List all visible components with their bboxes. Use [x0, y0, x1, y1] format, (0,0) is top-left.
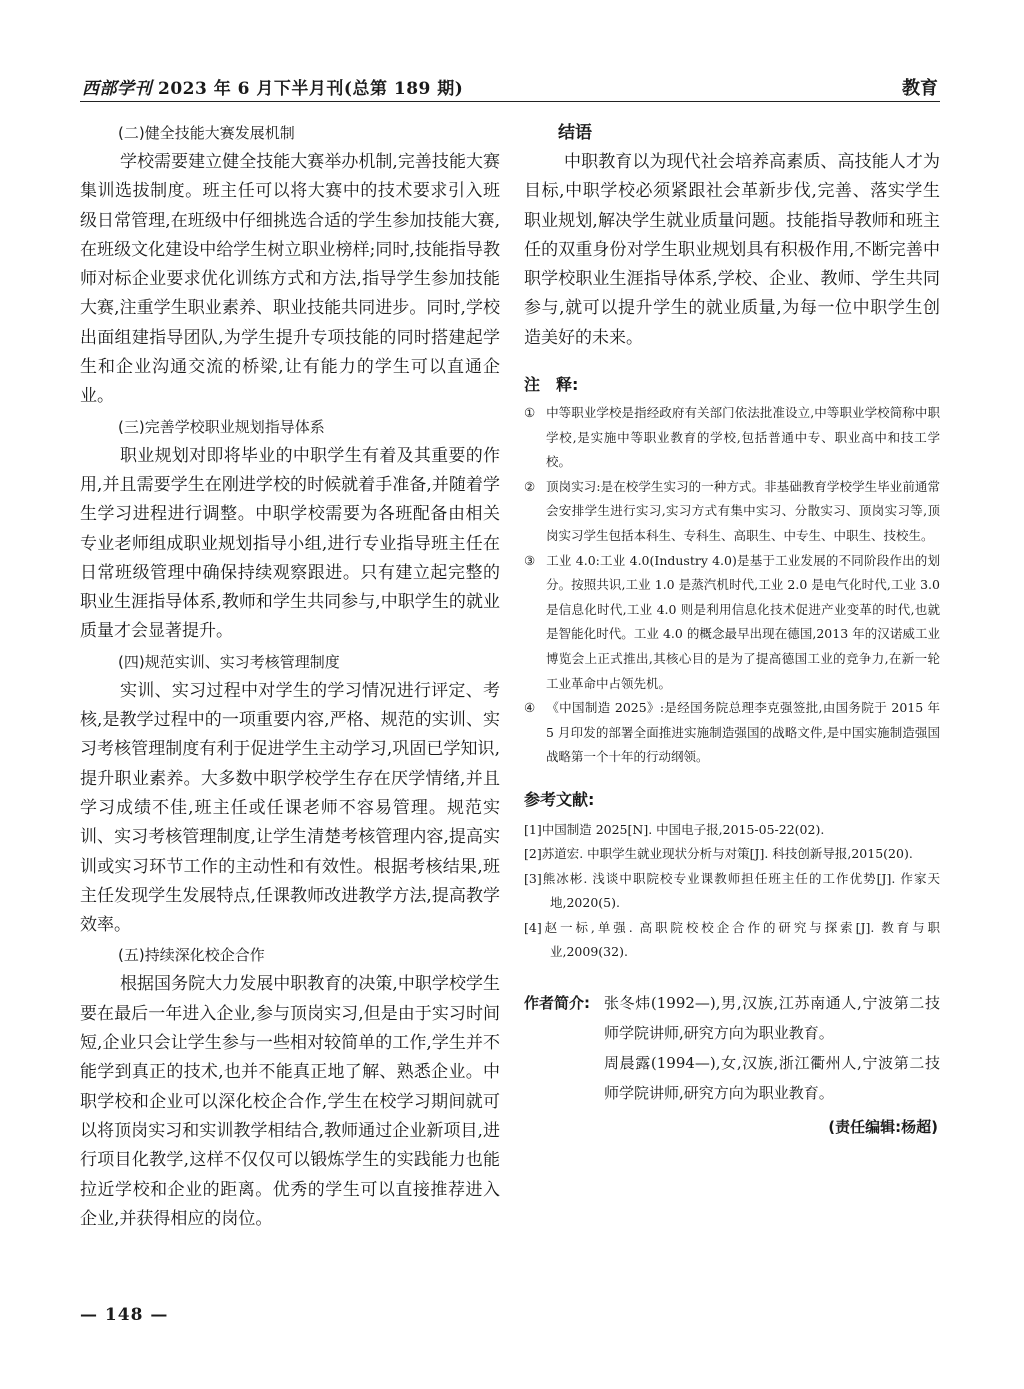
- notes-heading: 注 释:: [524, 375, 579, 395]
- body-paragraph: 职业规划对即将毕业的中职学生有着及其重要的作用,并且需要学生在刚进学校的时候就着手准备,并随着学生学习进程进行调整。中职学校需要为各班配备由相关专业老师组成职业规划指导小组,进行专业指导班主任在日常班级管理中确保持续观察跟进。只有建立起完整的职业生涯指导体系,教师和学生共同参与,中职学生的就业质量才会显著提升。: [80, 445, 500, 642]
- subheading: (四)规范实训、实习考核管理制度: [118, 652, 340, 671]
- body-paragraph: 根据国务院大力发展中职教育的决策,中职学校学生要在最后一年进入企业,参与顶岗实习,但是由于实习时间短,企业只会让学生参与一些相对较简单的工作,学生并不能学到真正的技术,也并不能真正地了解、熟悉企业。中职学校和企业可以深化校企合作,学生在校学习期间就可以将顶岗实习和实训教学相结合,教师通过企业新项目,进行项目化教学,这样不仅仅可以锻炼学生的实践能力也能拉近学校和企业的距离。优秀的学生可以直接推荐进入企业,并获得相应的岗位。: [80, 974, 500, 1229]
- subheading: (五)持续深化校企合作: [118, 946, 265, 965]
- body-paragraph: 实训、实习过程中对学生的学习情况进行评定、考核,是教学过程中的一项重要内容,严格、规范的实训、实习考核管理制度有利于促进学生主动学习,巩固已学知识,提升职业素养。大多数中职学校学生存在厌学情绪,并且学习成绩不佳,班主任或任课老师不容易管理。规范实训、实习考核管理制度,让学生清楚考核管理内容,提高实训或实习环节工作的主动性和有效性。根据考核结果,班主任发现学生发展特点,任课教师改进教学方法,提高教学效率。: [80, 680, 500, 936]
- body-paragraph: 学校需要建立健全技能大赛举办机制,完善技能大赛集训选拔制度。班主任可以将大赛中的技术要求引入班级日常管理,在班级中仔细挑选合适的学生参加技能大赛,在班级文化建设中给学生树立职业榜样;同时,技能指导教师对标企业要求优化训练方式和方法,指导学生参加技能大赛,注重学生职业素养、职业技能共同进步。同时,学校出面组建指导团队,为学生提升专项技能的同时搭建起学生和企业沟通交流的桥梁,让有能力的学生可以直通企业。: [80, 152, 500, 407]
- page-number: — 148 —: [80, 1305, 169, 1325]
- subheading: (二)健全技能大赛发展机制: [118, 124, 295, 142]
- reference-item: [2]苏道宏. 中职学生就业现状分析与对策[J]. 科技创新导报,2015(20).: [524, 846, 913, 862]
- author-entry: 张冬炜(1992—),男,汉族,江苏南通人,宁波第二技师学院讲师,研究方向为职业教育。: [604, 994, 940, 1043]
- reference-item: [4]赵一标,单强. 高职院校校企合作的研究与探索[J]. 教育与职业,2009(32).: [524, 919, 940, 960]
- subheading: (三)完善学校职业规划指导体系: [118, 417, 325, 436]
- reference-item: [1]中国制造 2025[N]. 中国电子报,2015-05-22(02).: [524, 821, 825, 837]
- references-heading: 参考文献:: [524, 789, 595, 809]
- running-header: [80, 72, 940, 102]
- issue-info: 2023 年 6 月下半月刊(总第 189 期): [158, 79, 464, 99]
- note-item: ③ 工业 4.0:工业 4.0(Industry 4.0)是基于工业发展的不同阶段作出的划分。按照共识,工业 1.0 是蒸汽机时代,工业 2.0 是电气化时代,工业 3.0 是信息化时代,工业 4.0 则是利用信息化技术促进产业变革的时代,也就是智能化时代。工业 4.0 的概念最早出现在德国,2013 年的汉诺威工业博览会上正式推出,其核心目的是为了提高德国工业的竞争力,在新一轮工业革命中占领先机。: [524, 552, 940, 691]
- journal-logo: 西部学刊: [82, 79, 152, 99]
- responsible-editor: (责任编辑:杨超): [828, 1118, 938, 1137]
- conclusion-heading: 结语: [558, 123, 592, 143]
- author-bio: [524, 988, 940, 1108]
- right-column: [524, 118, 940, 1137]
- reference-item: [3]熊冰彬. 浅谈中职院校专业课教师担任班主任的工作优势[J]. 作家天地,2020(5).: [524, 870, 940, 911]
- left-column: [80, 118, 500, 1234]
- note-item: ④ 《中国制造 2025》:是经国务院总理李克强签批,由国务院于 2015 年 5 月印发的部署全面推进实施制造强国的战略文件,是中国实施制造强国战略第一个十年的行动纲领。: [524, 700, 940, 765]
- conclusion-paragraph: 中职教育以为现代社会培养高素质、高技能人才为目标,中职学校必须紧跟社会革新步伐,完善、落实学生职业规划,解决学生就业质量问题。技能指导教师和班主任的双重身份对学生职业规划具有积极作用,不断完善中职学校职业生涯指导体系,学校、企业、教师、学生共同参与,就可以提升学生的就业质量,为每一位中职学生创造美好的未来。: [524, 152, 940, 348]
- section-name: 教育: [902, 78, 938, 99]
- author-entry: 周晨露(1994—),女,汉族,浙江衢州人,宁波第二技师学院讲师,研究方向为职业教育。: [604, 1054, 940, 1103]
- note-item: ① 中等职业学校是指经政府有关部门依法批准设立,中等职业学校简称中职学校,是实施中等职业教育的学校,包括普通中专、职业高中和技工学校。: [524, 405, 940, 470]
- author-bio-label: 作者简介:: [524, 994, 590, 1013]
- journal-issue: [82, 74, 463, 99]
- note-item: ② 顶岗实习:是在校学生实习的一种方式。非基础教育学校学生毕业前通常会安排学生进行实习,实习方式有集中实习、分散实习、顶岗实习等,顶岗实习学生包括本科生、专科生、高职生、中专生、中职生、技校生。: [524, 478, 940, 544]
